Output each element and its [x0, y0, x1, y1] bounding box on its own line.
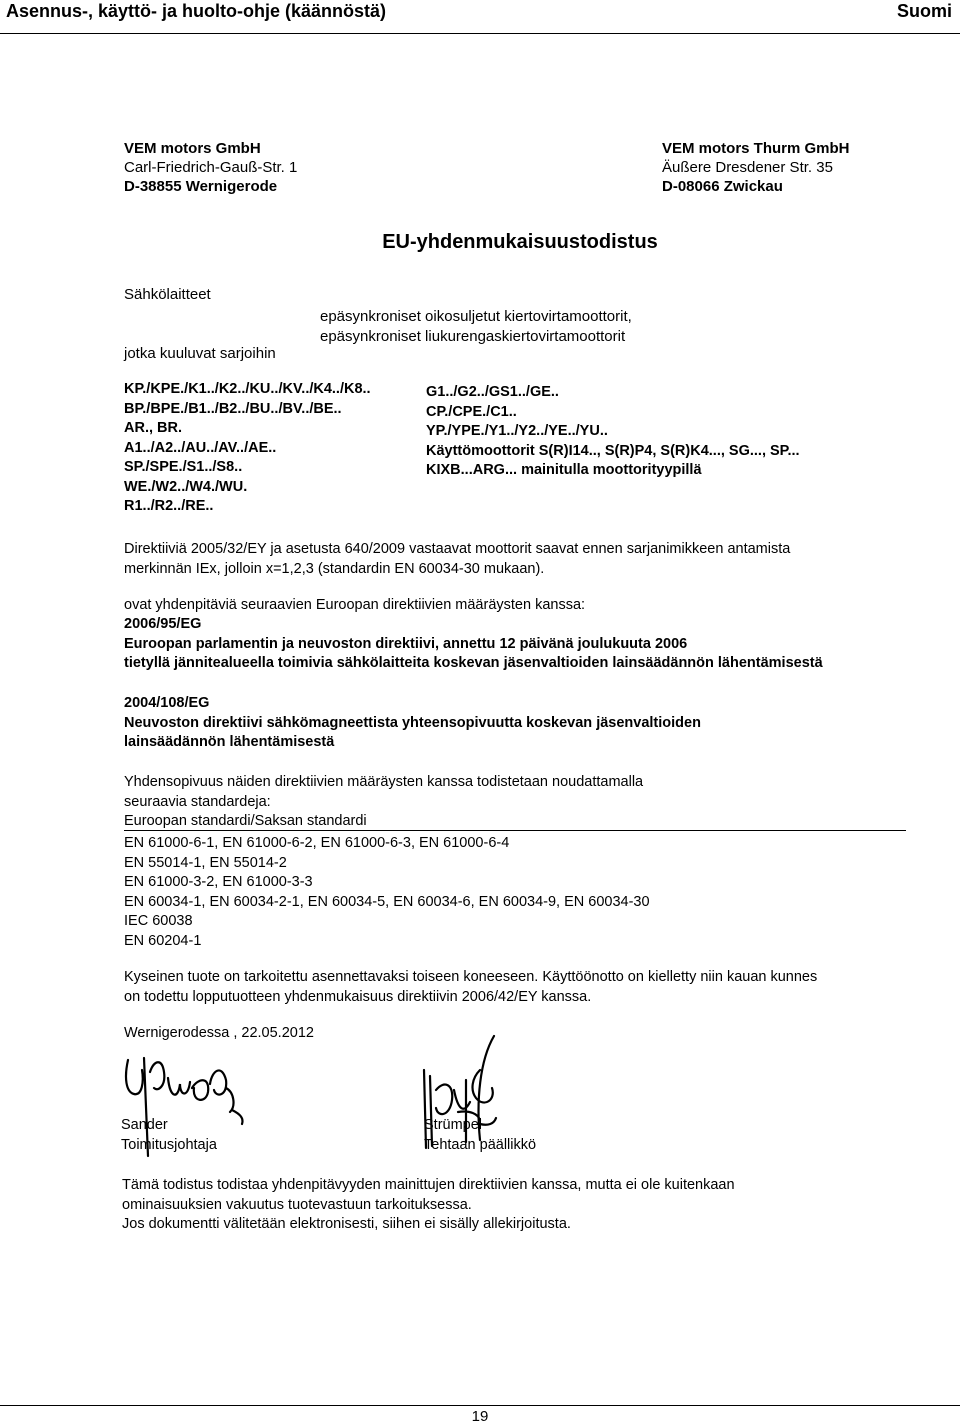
place-date: Wernigerodessa , 22.05.2012	[124, 1025, 314, 1041]
standard-line: EN 55014-1, EN 55014-2	[124, 854, 287, 871]
standard-line: EN 60204-1	[124, 932, 202, 949]
equipment-description	[320, 307, 632, 347]
equipment-desc-line: epäsynkroniset oikosuljetut kiertovirtamoottorit,	[320, 308, 632, 325]
standards-list	[124, 834, 650, 951]
model-line: AR., BR.	[124, 420, 182, 436]
address-left	[124, 139, 297, 196]
standards-intro	[124, 773, 643, 832]
signer-name: Sander	[121, 1117, 168, 1133]
company-name: VEM motors Thurm GmbH	[662, 140, 850, 157]
signer-right	[424, 1116, 536, 1155]
company-street: Äußere Dresdener Str. 35	[662, 159, 833, 176]
standard-line: IEC 60038	[124, 913, 193, 929]
paragraph-line: on todettu lopputuotteen yhdenmukaisuus direktiivin 2006/42/EY kanssa.	[124, 988, 592, 1005]
installation-note	[124, 968, 817, 1007]
models-right-list	[426, 383, 800, 481]
paragraph-line: ominaisuuksien vakuutus tuotevastuun tarkoituksessa.	[122, 1196, 472, 1213]
signer-role: Tehtaan päällikkö	[424, 1136, 537, 1153]
paragraph-line: seuraavia standardeja:	[124, 793, 271, 810]
page-number: 19	[471, 1408, 489, 1425]
signer-role: Toimitusjohtaja	[121, 1136, 217, 1153]
models-left-list	[124, 380, 371, 517]
standard-line: EN 61000-6-1, EN 61000-6-2, EN 61000-6-3, EN 61000-6-4	[124, 835, 510, 851]
company-street: Carl-Friedrich-Gauß-Str. 1	[124, 159, 298, 176]
signer-left	[121, 1116, 217, 1155]
model-line: WE./W2../W4./WU.	[124, 478, 248, 495]
directive-line: tietyllä jännitealueella toimivia sähkölaitteita koskevan jäsenvaltioiden lainsäädännön lähentämisestä	[124, 655, 823, 671]
directive-line: lainsäädännön lähentämisestä	[124, 734, 335, 750]
paragraph-line: Direktiiviä 2005/32/EY ja asetusta 640/2009 vastaavat moottorit saavat ennen sarjanimikkeen antamista	[124, 541, 791, 557]
directive-2	[124, 694, 701, 753]
directive-line: Neuvoston direktiivi sähkömagneettista yhteensopivuutta koskevan jäsenvaltioiden	[124, 714, 701, 731]
directive-code: 2006/95/EG	[124, 616, 202, 632]
standards-rule	[124, 830, 906, 831]
equipment-desc-line: epäsynkroniset liukurengaskiertovirtamoottorit	[320, 328, 626, 345]
directive-intro	[124, 540, 790, 579]
directive-code: 2004/108/EG	[124, 695, 210, 711]
standards-heading: Euroopan standardi/Saksan standardi	[124, 813, 367, 829]
address-right	[662, 139, 850, 196]
page-title: EU-yhdenmukaisuustodistus	[382, 231, 658, 253]
paragraph-line: Tämä todistus todistaa yhdenpitävyyden mainittujen direktiivien kanssa, mutta ei ole kuitenkaan	[122, 1177, 735, 1193]
paragraph-line: merkinnän IEx, jolloin x=1,2,3 (standardin EN 60034-30 mukaan).	[124, 560, 545, 577]
model-line: R1../R2../RE..	[124, 498, 214, 514]
paragraph-line: Kyseinen tuote on tarkoitettu asennettavaksi toiseen koneeseen. Käyttöönotto on kielletty niin kauan kunnes	[124, 969, 818, 985]
model-line: YP./YPE./Y1../Y2../YE../YU..	[426, 423, 608, 439]
company-name: VEM motors GmbH	[124, 140, 261, 157]
footer-note	[122, 1176, 735, 1235]
model-line: SP./SPE./S1../S8..	[124, 459, 243, 475]
directive-1	[124, 615, 823, 674]
directive-line: Euroopan parlamentin ja neuvoston direktiivi, annettu 12 päivänä joulukuuta 2006	[124, 635, 688, 652]
company-city: D-38855 Wernigerode	[124, 178, 278, 195]
footer-rule	[0, 1405, 960, 1406]
model-line: G1../G2../GS1../GE..	[426, 384, 559, 400]
model-line: A1../A2../AU../AV../AE..	[124, 439, 277, 456]
series-label: jotka kuuluvat sarjoihin	[124, 345, 276, 362]
model-line: CP./CPE./C1..	[426, 403, 517, 420]
model-line: Käyttömoottorit S(R)I14.., S(R)P4, S(R)K4..., SG..., SP...	[426, 442, 800, 459]
header-rule	[0, 33, 960, 34]
standard-line: EN 60034-1, EN 60034-2-1, EN 60034-5, EN 60034-6, EN 60034-9, EN 60034-30	[124, 893, 650, 910]
signer-name: Strümpel	[424, 1117, 483, 1133]
paragraph-line: Yhdensopivuus näiden direktiivien määräysten kanssa todistetaan noudattamalla	[124, 774, 644, 790]
paragraph-line: Jos dokumentti välitetään elektronisesti, siihen ei sisälly allekirjoitusta.	[122, 1216, 571, 1232]
model-line: KIXB...ARG... mainitulla moottorityypillä	[426, 462, 702, 478]
company-city: D-08066 Zwickau	[662, 178, 783, 195]
document-header-title: Asennus-, käyttö- ja huolto-ohje (käännöstä)	[6, 1, 387, 21]
document-header-language: Suomi	[896, 1, 952, 21]
conformity-intro: ovat yhdenpitäviä seuraavien Euroopan direktiivien määräysten kanssa:	[124, 597, 586, 613]
standard-line: EN 61000-3-2, EN 61000-3-3	[124, 874, 313, 890]
equipment-label: Sähkölaitteet	[124, 286, 211, 303]
model-line: KP./KPE./K1../K2../KU../KV../K4../K8..	[124, 381, 371, 397]
model-line: BP./BPE./B1../B2../BU../BV../BE..	[124, 400, 342, 417]
